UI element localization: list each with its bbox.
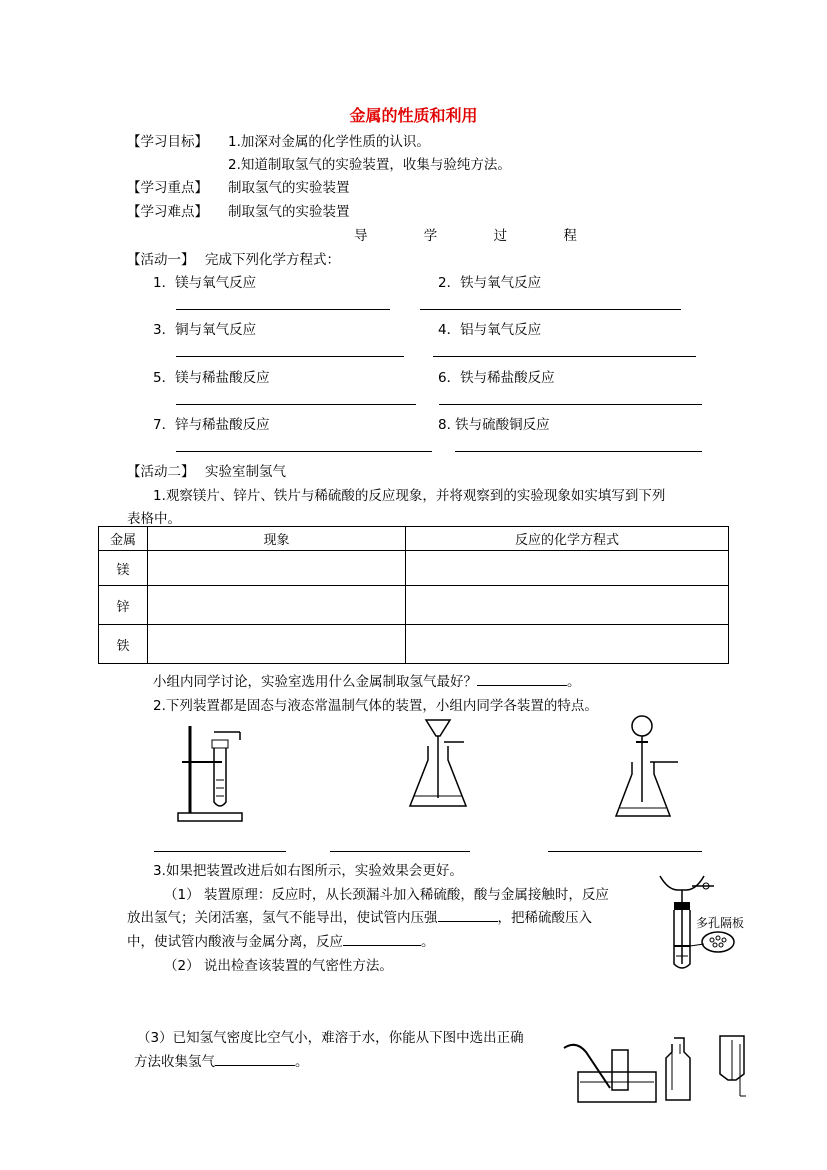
table-header-metal: 金属 [99, 527, 148, 551]
table-header-phenomenon: 现象 [148, 527, 406, 551]
activity1-label: 【活动一】 [127, 252, 195, 268]
activity2-text: 实验室制氢气 [205, 464, 286, 480]
porous-plate-label: 多孔隔板 [696, 916, 745, 930]
equation-item-6: 6．铁与稀盐酸反应 [438, 370, 555, 386]
answer-line-2[interactable] [420, 309, 681, 310]
q3-1-text: 放出氢气；关闭活塞，氢气不能导出，使试管内压强 [127, 910, 438, 926]
table-row [99, 551, 729, 586]
question-3-3-line2 [134, 1050, 309, 1070]
question-3: 3.如果把装置改进后如右图所示，实验效果会更好。 [153, 863, 463, 879]
table-cell-metal: 铁 [99, 625, 148, 664]
table-cell-blank[interactable] [148, 551, 406, 586]
table-cell-blank[interactable] [406, 551, 729, 586]
question-3-2: （2） 说出检查该装置的气密性方法。 [164, 958, 393, 974]
table-cell-blank[interactable] [148, 625, 406, 664]
answer-line-4[interactable] [433, 356, 696, 357]
q3-1-end: ，把稀硫酸压入 [497, 910, 592, 926]
equation-item-8: 8. 铁与硫酸铜反应 [438, 417, 550, 433]
observation-table [98, 526, 729, 664]
table-cell-metal: 锌 [99, 586, 148, 625]
process-heading: 导 学 过 程 [354, 228, 603, 244]
answer-line-6[interactable] [439, 404, 702, 405]
discussion-end: 。 [567, 674, 581, 690]
discussion-question: 小组内同学讨论，实验室选用什么金属制取氢气最好？ [153, 674, 477, 690]
equation-item-1: 1．镁与氧气反应 [153, 275, 257, 291]
discussion-answer-blank[interactable] [477, 671, 567, 686]
question-3-3-line1: （3）已知氢气密度比空气小，难溶于水，你能从下图中选出正确 [137, 1030, 524, 1046]
q3-1c-text: 中，使试管内酸液与金属分离，反应 [127, 934, 343, 950]
answer-line-5[interactable] [176, 404, 416, 405]
q3-3-text: 方法收集氢气 [134, 1054, 215, 1070]
apparatus-answer-line-1[interactable] [154, 851, 286, 852]
table-cell-blank[interactable] [406, 586, 729, 625]
question-1-line1: 1.观察镁片、锌片、铁片与稀硫酸的反应现象，并将观察到的实验现象如实填写到下列 [153, 488, 666, 504]
activity2-label: 【活动二】 [127, 464, 195, 480]
equation-item-2: 2．铁与氧气反应 [438, 275, 542, 291]
table-row [99, 586, 729, 625]
key-point-label: 【学习重点】 [127, 180, 208, 196]
separatory-funnel-flask-illustration [612, 712, 692, 822]
q3-3-end: 。 [295, 1054, 309, 1070]
objective-item-2: 2.知道制取氢气的实验装置，收集与验纯方法。 [228, 157, 511, 173]
conical-flask-funnel-illustration [404, 716, 474, 816]
gas-collection-methods-illustration [560, 1030, 760, 1110]
table-cell-blank[interactable] [148, 586, 406, 625]
answer-line-7[interactable] [176, 451, 432, 452]
equation-item-7: 7．锌与稀盐酸反应 [153, 417, 270, 433]
discussion-text [153, 670, 581, 690]
page-title: 金属的性质和利用 [349, 106, 478, 125]
table-cell-blank[interactable] [406, 625, 729, 664]
apparatus-answer-line-3[interactable] [548, 851, 702, 852]
question-1-line2: 表格中。 [127, 511, 181, 527]
table-header-equation: 反应的化学方程式 [406, 527, 729, 551]
apparatus-answer-line-2[interactable] [330, 851, 470, 852]
reaction-answer-blank[interactable] [343, 931, 421, 946]
objective-item-1: 1.加深对金属的化学性质的认识。 [228, 134, 430, 150]
question-2: 2.下列装置都是固态与液态常温制气体的装置，小组内同学各装置的特点。 [153, 698, 598, 714]
table-row [99, 625, 729, 664]
answer-line-3[interactable] [176, 356, 404, 357]
equation-item-3: 3．铜与氧气反应 [153, 322, 257, 338]
difficulty-text: 制取氢气的实验装置 [228, 204, 350, 220]
answer-line-1[interactable] [176, 309, 390, 310]
answer-line-8[interactable] [455, 451, 702, 452]
question-3-1-line1: （1） 装置原理：反应时，从长颈漏斗加入稀硫酸，酸与金属接触时，反应 [164, 887, 609, 903]
collection-answer-blank[interactable] [215, 1051, 295, 1066]
activity1-text: 完成下列化学方程式： [205, 252, 340, 268]
question-3-1-line3 [127, 930, 435, 950]
objectives-label: 【学习目标】 [127, 134, 208, 150]
question-3-1-line2 [127, 906, 592, 926]
difficulty-label: 【学习难点】 [127, 204, 208, 220]
pressure-answer-blank[interactable] [438, 907, 498, 922]
key-point-text: 制取氢气的实验装置 [228, 180, 350, 196]
test-tube-stand-illustration [170, 718, 260, 828]
q3-1c-end: 。 [421, 934, 435, 950]
table-cell-metal: 镁 [99, 551, 148, 586]
equation-item-4: 4．铝与氧气反应 [438, 322, 542, 338]
equation-item-5: 5．镁与稀盐酸反应 [153, 370, 270, 386]
